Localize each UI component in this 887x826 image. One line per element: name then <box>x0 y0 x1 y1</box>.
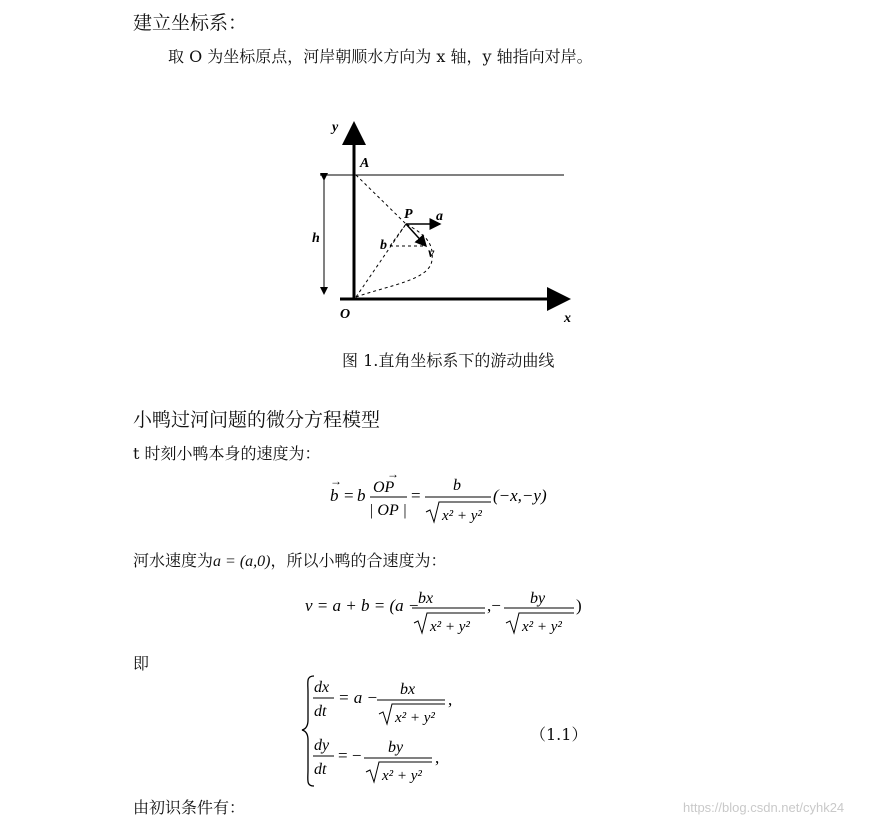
eq1-den: | OP | <box>369 502 407 519</box>
eq3-row1-den: dt <box>314 703 327 720</box>
eq1-rden: x² + y² <box>442 508 482 524</box>
eq1-lhs-arrow: → <box>330 474 342 488</box>
that-is-text: 即 <box>133 654 150 673</box>
eq2-den2: x² + y² <box>522 619 562 635</box>
combined-velocity-label: ，所以小鸭的合速度为： <box>270 551 447 570</box>
eq1-num: OP <box>373 479 395 496</box>
equation-system <box>300 672 480 790</box>
eq1-tail: (−x,−y) <box>493 486 547 505</box>
eq1-lhs: b <box>330 486 339 505</box>
label-h: h <box>312 231 320 246</box>
equation-combined-velocity <box>300 585 590 643</box>
eq1-coef: b <box>357 486 366 505</box>
eq3-row2-tail: , <box>435 748 440 767</box>
eq1-equals2: = <box>411 486 421 505</box>
equation-number: （1.1） <box>530 725 588 744</box>
label-P: P <box>404 207 413 222</box>
eq3-row2-fnum: by <box>388 739 404 756</box>
eq3-row1-tail: , <box>448 690 453 709</box>
eq2-den1: x² + y² <box>430 619 470 635</box>
eq2-num1: bx <box>418 590 434 607</box>
eq3-row1-fden: x² + y² <box>395 710 435 726</box>
eq3-row1-mid: = a − <box>338 688 378 707</box>
watermark: https://blog.csdn.net/cyhk24 <box>683 800 845 815</box>
eq2-tail: ) <box>576 596 582 615</box>
label-v: v <box>428 246 435 261</box>
eq3-row2-den: dt <box>314 761 327 778</box>
label-O: O <box>340 307 351 322</box>
eq3-row1-num: dx <box>314 679 330 696</box>
equation-duck-velocity <box>325 470 565 528</box>
duck-velocity-text: t 时刻小鸭本身的速度为： <box>133 444 321 463</box>
dashed-AP <box>356 175 406 224</box>
eq2-mid: ,− <box>487 596 501 615</box>
eq3-row2-num: dy <box>314 737 330 754</box>
eq3-row2-fden: x² + y² <box>382 768 422 784</box>
section-heading-coordinate: 建立坐标系： <box>133 12 248 34</box>
river-velocity-label: 河水速度为 <box>133 551 214 570</box>
label-a: a <box>436 209 443 224</box>
system-brace <box>302 676 314 786</box>
river-velocity-text <box>133 548 446 571</box>
eq1-num-arrow: → <box>387 470 399 481</box>
eq3-row2-mid: = − <box>338 746 362 765</box>
eq2-num2: by <box>530 590 546 607</box>
vector-a-definition: a = (a,0) <box>213 553 271 570</box>
dashed-curve <box>356 224 432 297</box>
eq3-row1-fnum: bx <box>400 681 416 698</box>
label-y: y <box>332 120 339 135</box>
coordinate-figure <box>300 110 590 340</box>
figure-caption: 图 1.直角坐标系下的游动曲线 <box>342 351 555 370</box>
eq2-lhs: v = a + b = (a − <box>305 596 420 615</box>
label-b: b <box>380 238 387 253</box>
initial-condition-text: 由初识条件有： <box>133 798 246 817</box>
coordinate-description: 取 O 为坐标原点，河岸朝顺水方向为 x 轴，y 轴指向对岸。 <box>168 47 593 66</box>
eq1-equals: = <box>344 486 354 505</box>
label-x: x <box>564 311 571 326</box>
section-heading-model: 小鸭过河问题的微分方程模型 <box>133 409 381 431</box>
label-A: A <box>360 156 370 171</box>
eq1-rnum: b <box>453 477 461 494</box>
